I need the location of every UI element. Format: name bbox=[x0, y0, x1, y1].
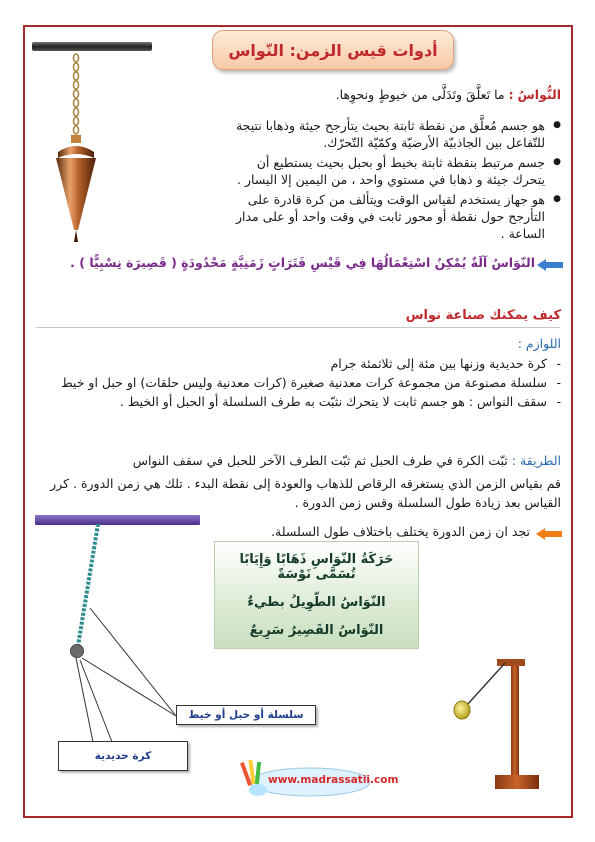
definition-bullets bbox=[231, 117, 561, 245]
method-text-2: قم بقياس الزمن الذي يستغرقه الرقاص للذهاب والعودة إلى نقطة البدء . تلك هي زمن الدورة . كرر القياس بعد زيادة طول السلسلة وقس زمن الدورة . bbox=[50, 476, 561, 510]
method-line bbox=[26, 452, 561, 469]
website-url: www.madrassatii.com bbox=[268, 774, 399, 786]
section-title: كيف يمكنك صناعة نواس bbox=[405, 308, 561, 323]
bullet-item: ● جسم مرتبط بنقطة ثابتة بخيط أو بحبل بحيث يستطيع أن يتحرك جيئة و ذهابا في مستوي واحد ، من اليمين إلا اليسار . bbox=[231, 154, 561, 188]
material-item: - سلسلة مصنوعة من مجموعة كرات معدنية صغيرة (كرات معدنية وليس حلقات) او حبل او خيط bbox=[26, 374, 561, 391]
bullet-item: ● هو جهاز يستخدم لقياس الوقت ويتألف من كرة قادرة على التأرجح حول نقطة أو محور ثابت في وقت واحد أو على مدار الساعة . bbox=[231, 191, 561, 242]
method-text: ثبّت الكرة في طرف الحبل ثم ثبّت الطرف الآخر للحبل في سقف النواس bbox=[132, 453, 508, 468]
chain-label: سلسلة أو حبل أو خيط bbox=[176, 705, 316, 725]
pendulum-highlight: النّوَاسُ آلَةٌ يُمْكِنُ اسْتِعْمَالُهَا فِي قَيْسِ فَتَرَاتٍ زَمَنِيَّةٍ مَحْدُودَةٍ ( قَصِيرَة نِسْبِيًّا ) . bbox=[70, 255, 535, 270]
definition-line bbox=[181, 86, 561, 103]
summary-line: النّوَاسُ الطّوِيلُ بطيءٌ bbox=[247, 594, 386, 610]
arrow-left-icon bbox=[537, 259, 563, 271]
materials-list bbox=[26, 355, 561, 412]
website-logo bbox=[240, 760, 399, 800]
material-item: - كرة حديدية وزنها بين مئة إلى ثلاثمئة جرام bbox=[26, 355, 561, 372]
section-divider bbox=[36, 327, 560, 328]
arrow-left-icon bbox=[536, 528, 562, 540]
summary-line: النّوَاسُ القَصِيرُ سَرِيعٌ bbox=[249, 622, 384, 638]
materials-label: اللوازم : bbox=[517, 336, 561, 351]
summary-box bbox=[214, 541, 419, 649]
material-item: - سقف النواس : هو جسم ثابت لا يتحرك نثبّت به طرف السلسلة أو الحبل أو الخيط . bbox=[26, 393, 561, 410]
pendulum-bob-illustration bbox=[30, 40, 165, 250]
definition-colon: : bbox=[508, 87, 514, 102]
stand-pendulum-illustration bbox=[445, 655, 555, 800]
method-label: الطريقة : bbox=[511, 453, 561, 468]
chain-pendulum-illustration bbox=[60, 524, 130, 664]
definition-text: ما تَعلَّقَ وتَدَلَّى من خيوطٍ ونحوِها. bbox=[335, 87, 505, 102]
bullet-item: ● هو جسم مُعلَّق من نقطة ثابتة بحيث يتأرجح جيئة وذهابا نتيجة للتّفاعل بين الجاذبيّة الأرضيّة وكمّيّة التّحرّك. bbox=[231, 117, 561, 151]
period-note: تجد ان زمن الدورة يختلف باختلاف طول السلسلة. bbox=[271, 524, 530, 539]
summary-line: حَرَكَةُ النّوَاسِ ذَهَابًا وَإِيَابًا تُسَمَّى نَوْسَةً bbox=[239, 552, 394, 583]
ball-label: كرة حديدية bbox=[58, 741, 188, 771]
definition-term: النُّواسُ bbox=[517, 87, 561, 102]
page-title: أدوات قيس الزمن: النّواس bbox=[212, 30, 454, 70]
